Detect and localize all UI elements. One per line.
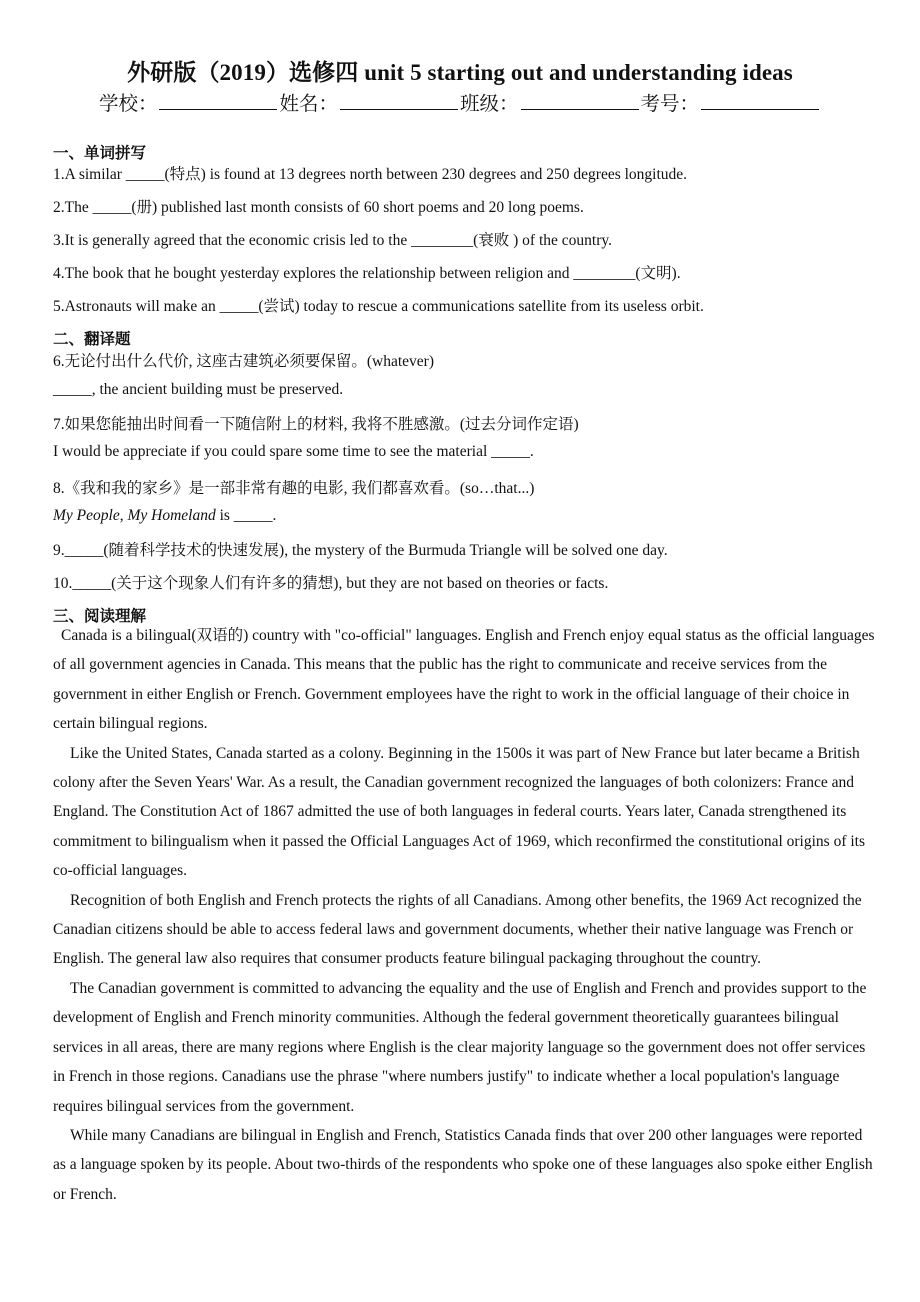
question-3: 3.It is generally agreed that the economic crisis led to the ________(衰败 ) of the country.: [53, 232, 612, 249]
question-7-prompt: 7.如果您能抽出时间看一下随信附上的材料, 我将不胜感激。(过去分词作定语): [53, 416, 579, 433]
number-label: 考号：: [640, 94, 700, 115]
question-4: 4.The book that he bought yesterday explores the relationship between religion and ________(文明).: [53, 265, 681, 282]
school-label: 学校：: [98, 94, 158, 115]
question-7-answer: I would be appreciate if you could spare some time to see the material _____.: [53, 443, 534, 460]
question-5: 5.Astronauts will make an _____(尝试) today to rescue a communications satellite from its useless orbit.: [53, 298, 704, 315]
passage-paragraph-2: Like the United States, Canada started as a colony. Beginning in the 1500s it was part of New France but later became a British colony after the Seven Years' War. As a result, the Canadian government recognized the languages of both colonizers: France and England. The Constitution Act of 1867 admitted the use of both languages in federal courts. Years later, Canada strengthened its commitment to bilingualism when it passed the Official Languages Act of 1969, which reconfirmed the constitutional origins of its co-official languages.: [53, 744, 866, 880]
question-6-prompt: 6.无论付出什么代价, 这座古建筑必须要保留。(whatever): [53, 353, 435, 370]
section-heading-reading: 三、阅读理解: [53, 607, 147, 625]
title-separator: ,: [119, 507, 128, 524]
question-8-prompt: 8.《我和我的家乡》是一部非常有趣的电影, 我们都喜欢看。(so…that...): [53, 480, 535, 497]
movie-title-2: My Homeland: [127, 507, 216, 524]
passage-paragraph-5: While many Canadians are bilingual in English and French, Statistics Canada finds that over 200 other languages were reported as a language spoken by its people. About two-thirds of the respondents who spoke one of these languages also spoke either English or French.: [53, 1126, 873, 1203]
student-info-line: [0, 88, 920, 116]
passage-paragraph-1: Canada is a bilingual(双语的) country with "co-official" languages. English and French enjoy equal status as the official languages of all government agencies in Canada. This means that the public has the right to communicate and receive services from the government in either English or French. Government employees have the right to work in the official language of their choice in certain bilingual regions.: [53, 627, 875, 733]
section-heading-spelling: 一、单词拼写: [53, 144, 147, 162]
question-2: 2.The _____(册) published last month consists of 60 short poems and 20 long poems.: [53, 199, 584, 216]
question-8-answer: [53, 507, 276, 525]
question-6-answer: _____, the ancient building must be preserved.: [53, 381, 344, 398]
number-blank[interactable]: [701, 91, 819, 110]
question-1: 1.A similar _____(特点) is found at 13 degrees north between 230 degrees and 250 degrees longitude.: [53, 166, 688, 183]
class-label: 班级：: [460, 94, 519, 115]
name-label: 姓名：: [279, 94, 338, 115]
school-blank[interactable]: [159, 91, 277, 110]
name-blank[interactable]: [340, 91, 458, 110]
passage-paragraph-4: The Canadian government is committed to advancing the equality and the use of English and French and provides support to the development of English and French minority communities. Although the federal government theoretically guarantees bilingual services in all areas, there are many regions where English is the clear majority language so the government does not offer services in French in those regions. Canadians use the phrase "where numbers justify" to indicate whether a local population's language requires bilingual services from the government.: [53, 979, 867, 1115]
question-10: 10._____(关于这个现象人们有许多的猜想), but they are not based on theories or facts.: [53, 575, 609, 592]
section-heading-translation: 二、翻译题: [53, 330, 131, 348]
class-blank[interactable]: [521, 91, 639, 110]
passage-paragraph-3: Recognition of both English and French protects the rights of all Canadians. Among other benefits, the 1969 Act recognized the Canadian citizens should be able to access federal laws and government documents, whether their native language was French or English. The general law also requires that consumer products feature bilingual packaging throughout the country.: [53, 891, 862, 968]
question-9: 9._____(随着科学技术的快速发展), the mystery of the Burmuda Triangle will be solved one day.: [53, 542, 668, 559]
movie-title-1: My People: [53, 507, 120, 524]
question-8-rest: is _____.: [215, 507, 277, 524]
reading-passage: [53, 621, 875, 1209]
document-title: 外研版（2019）选修四 unit 5 starting out and understanding ideas: [127, 60, 793, 85]
